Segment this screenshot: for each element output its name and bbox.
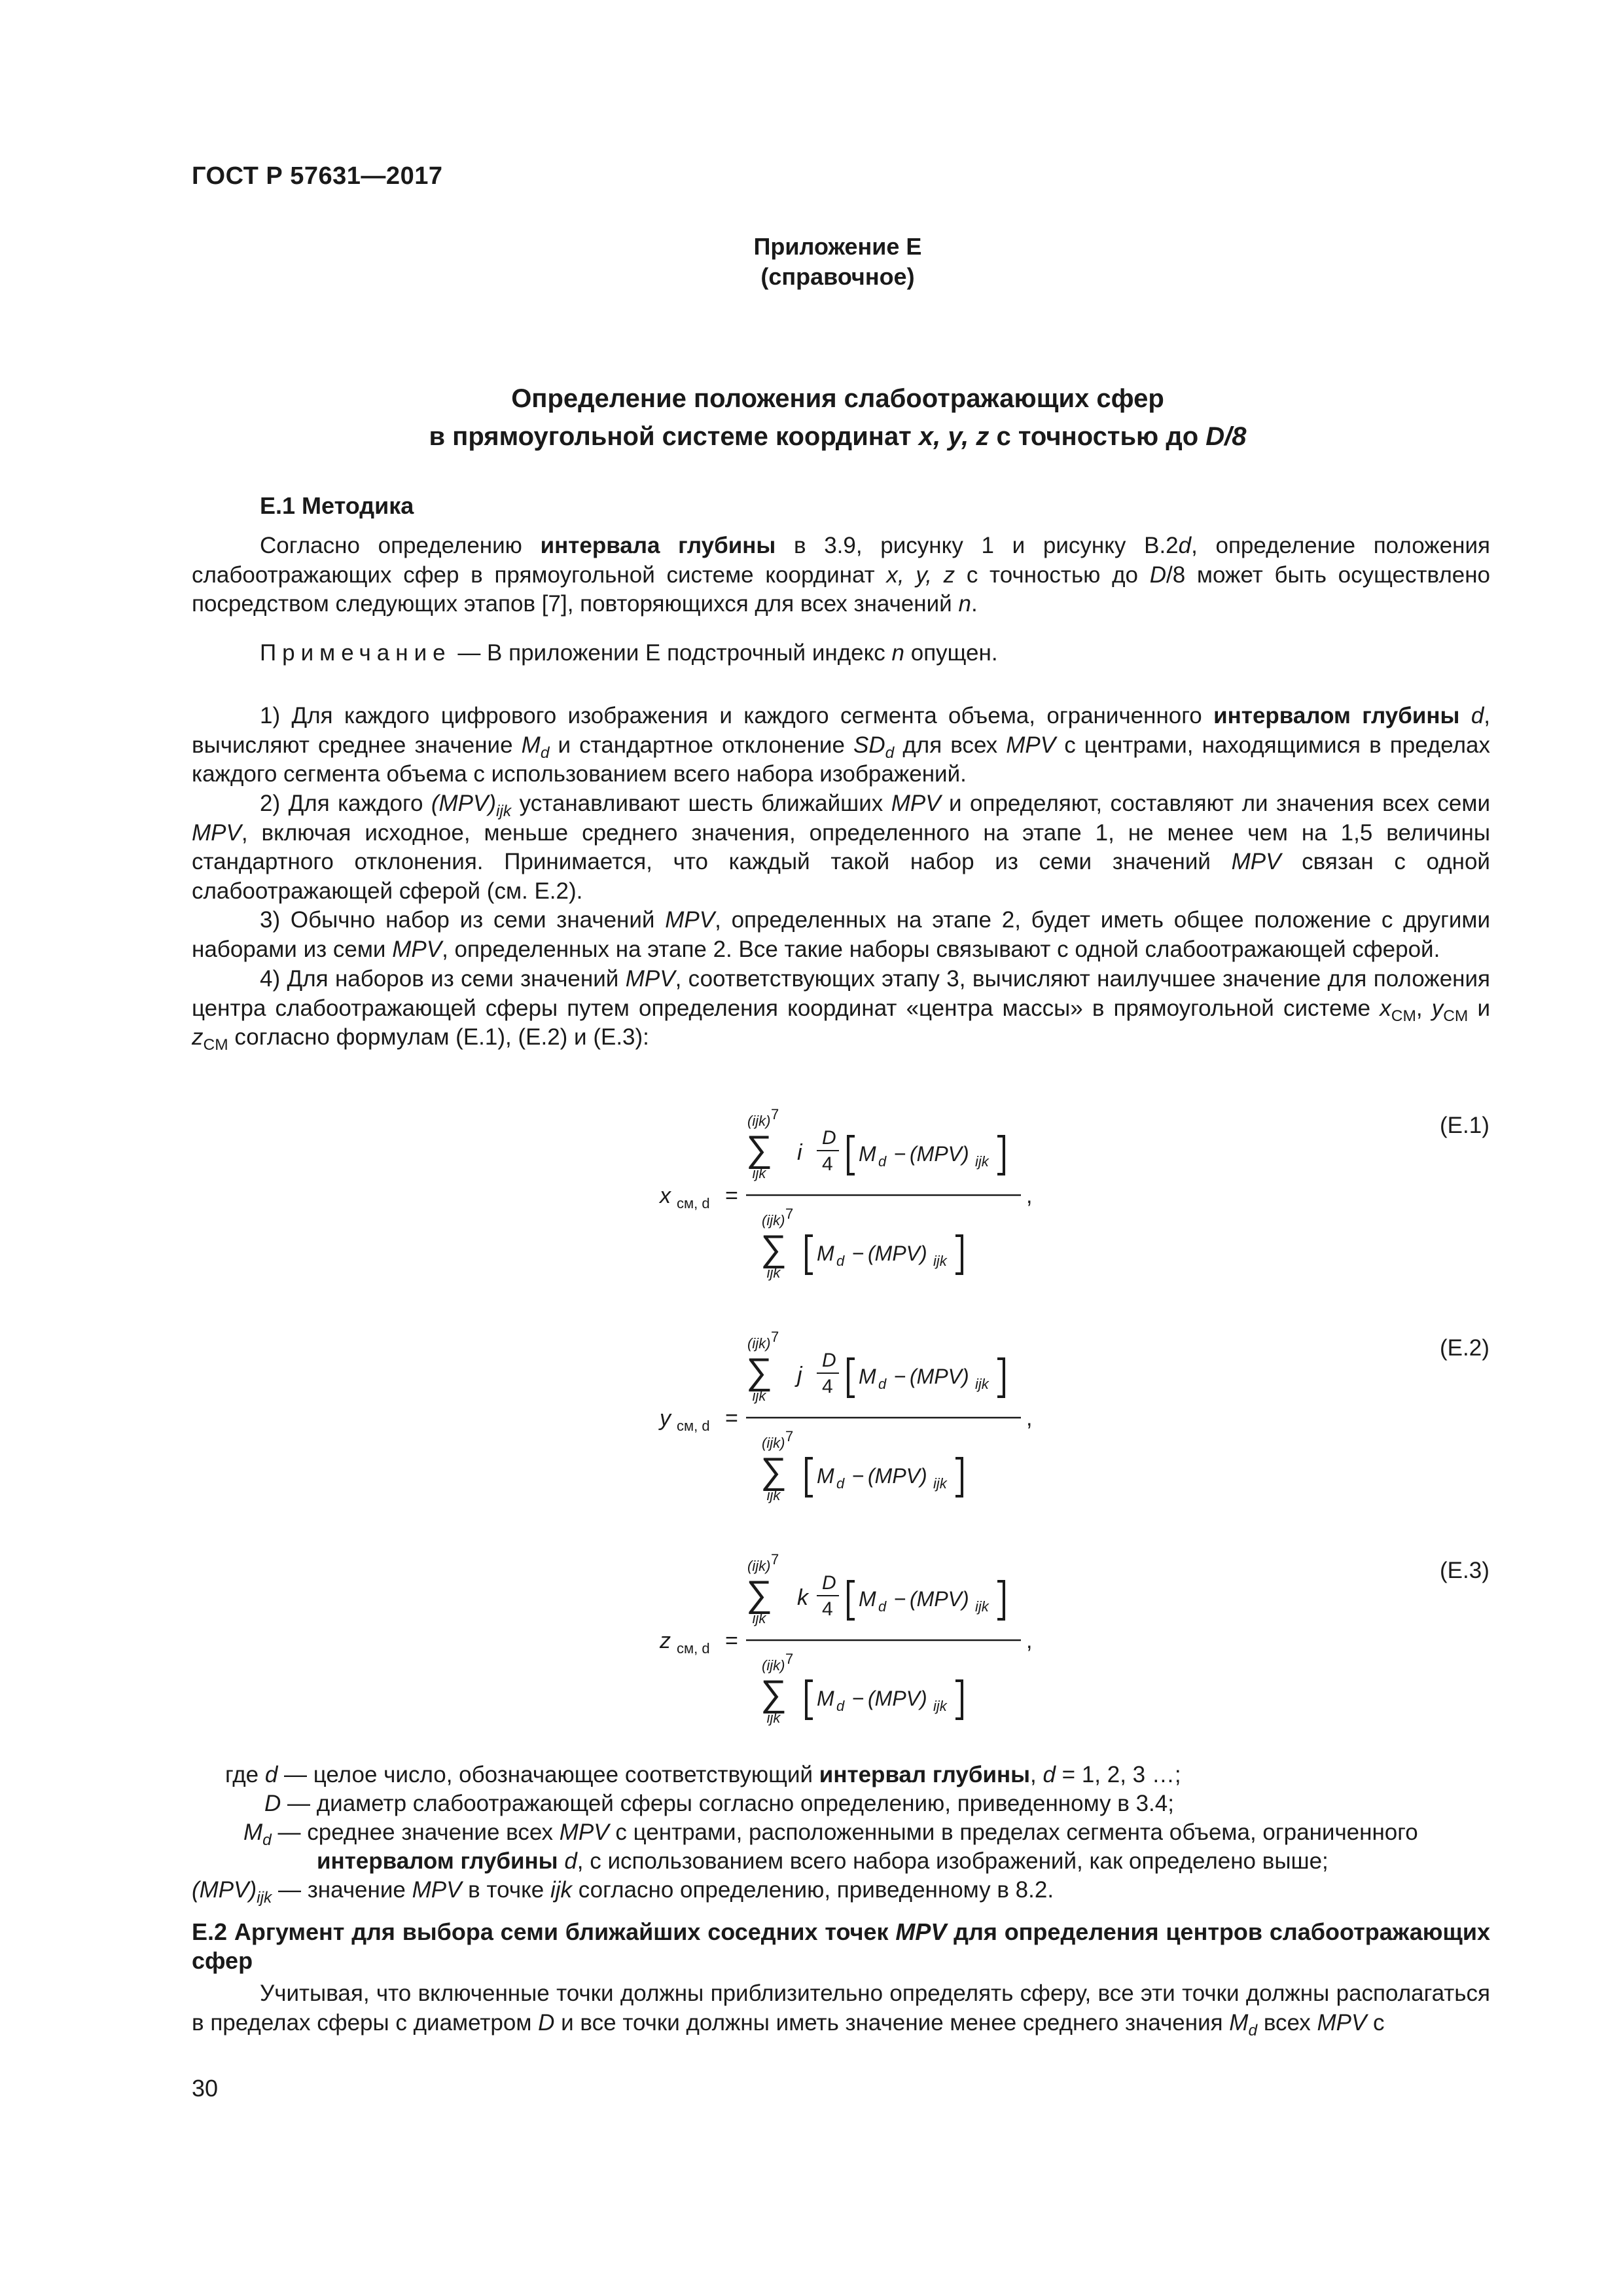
formula-e3 [654, 1545, 1113, 1734]
md-symbol: M [817, 1464, 834, 1488]
md-subscript: d [878, 1598, 887, 1615]
minus-sign: − [852, 1242, 865, 1265]
minus-sign: − [852, 1464, 865, 1488]
summation-sign: ∑ [746, 1573, 772, 1614]
mpv-symbol: (MPV) [910, 1365, 969, 1388]
md-symbol: M [859, 1142, 876, 1166]
equals-sign: = [725, 1406, 738, 1431]
sum-lower-limit: ijk [752, 1610, 766, 1626]
lhs-subscript: см, d [677, 1640, 710, 1657]
bracket-open [806, 1458, 813, 1496]
trailing-comma: , [1026, 1628, 1033, 1653]
standard-number: ГОСТ Р 57631—2017 [192, 162, 443, 190]
md-symbol: M [817, 1242, 834, 1265]
formula-e2-number: (Е.2) [1440, 1335, 1489, 1361]
fraction-denominator: 4 [822, 1376, 833, 1397]
formula-e2-svg [654, 1322, 1113, 1512]
sum-upper-limit: (ijk) [747, 1113, 771, 1129]
def-Md: $M_d$ — среднее значение всех MPV с центрами, расположенными в пределах сегмента объема, ограниченного [243, 1820, 1418, 1849]
index-multiplier: j [797, 1363, 802, 1388]
mpv-symbol: (MPV) [868, 1242, 927, 1265]
bracket-open [848, 1136, 855, 1174]
summation-sign: ∑ [746, 1350, 772, 1391]
main-title [26, 380, 1623, 456]
sum-upper-exponent: 7 [771, 1329, 779, 1345]
mpv-subscript: ijk [933, 1698, 947, 1714]
minus-sign: − [852, 1687, 865, 1710]
fraction-numerator: D [822, 1127, 836, 1149]
mpv-subscript: ijk [975, 1376, 989, 1392]
minus-sign: − [894, 1365, 906, 1388]
summation-sign: ∑ [760, 1450, 787, 1491]
equals-sign: = [725, 1628, 738, 1653]
sum-upper-exponent: 7 [771, 1551, 779, 1568]
mpv-symbol: (MPV) [910, 1142, 969, 1166]
summation-sign: ∑ [760, 1227, 787, 1268]
sum-upper-limit: (ijk) [762, 1657, 785, 1674]
sum-upper-limit: (ijk) [762, 1212, 785, 1229]
minus-sign: − [894, 1142, 906, 1166]
index-multiplier: k [797, 1585, 808, 1610]
sum-upper-exponent: 7 [771, 1106, 779, 1122]
fraction-numerator: D [822, 1350, 836, 1371]
sum-upper-limit: (ijk) [747, 1558, 771, 1574]
main-title-line1: Определение положения слабоотражающих сфер [511, 384, 1164, 413]
md-subscript: d [836, 1253, 845, 1269]
sum-upper-limit: (ijk) [747, 1335, 771, 1352]
mpv-symbol: (MPV) [868, 1687, 927, 1710]
fraction-denominator: 4 [822, 1598, 833, 1620]
md-subscript: d [878, 1376, 887, 1392]
note: Примечание — В приложении Е подстрочный индекс n опущен. [260, 640, 998, 666]
sum-lower-limit: ijk [752, 1388, 766, 1404]
step-2: 2) Для каждого $(MPV)_{ijk}$ устанавливают шесть ближайших MPV и определяют, составляют ли значения всех семи MPV, включая исходное, меньше среднего значения, определенного на этапе 1, не менее чем на 1,5 величины стандартного отклонения. Принимается, что каждый такой набор из семи значений MPV связан с одной слабоотражающей сферой (см. Е.2). [192, 791, 1490, 904]
bracket-open [806, 1236, 813, 1274]
index-multiplier: i [797, 1140, 802, 1165]
summation-sign: ∑ [760, 1672, 787, 1713]
def-MPVijk: $(MPV)_{ijk}$ — значение MPV в точке ijk согласно определению, приведенному в 8.2. [192, 1877, 1054, 1907]
lhs-variable: z [660, 1628, 671, 1653]
lhs-subscript: см, d [677, 1418, 710, 1434]
bracket-close [997, 1136, 1004, 1174]
md-symbol: M [817, 1687, 834, 1710]
mpv-subscript: ijk [933, 1475, 947, 1492]
sum-lower-limit: ijk [752, 1165, 766, 1181]
sum-lower-limit: ijk [766, 1710, 781, 1726]
trailing-comma: , [1026, 1183, 1033, 1208]
minus-sign: − [894, 1587, 906, 1611]
sum-upper-exponent: 7 [785, 1206, 794, 1222]
step-3: 3) Обычно набор из семи значений MPV, определенных на этапе 2, будет иметь общее положение с другими наборами из семи MPV, определенных на этапе 2. Все такие наборы связывают с одной слабоотражающей сферой. [192, 907, 1490, 962]
formula-e1 [654, 1100, 1113, 1289]
sum-lower-limit: ijk [766, 1265, 781, 1281]
sum-lower-limit: ijk [766, 1487, 781, 1503]
def-D: D — диаметр слабоотражающей сферы согласно определению, приведенному в 3.4; [264, 1791, 1174, 1816]
fraction-denominator: 4 [822, 1153, 833, 1175]
equals-sign: = [725, 1183, 738, 1208]
annex-title: Приложение Е [753, 233, 922, 260]
lhs-subscript: см, d [677, 1195, 710, 1211]
formula-e1-number: (Е.1) [1440, 1113, 1489, 1138]
mpv-symbol: (MPV) [868, 1464, 927, 1488]
fraction-numerator: D [822, 1572, 836, 1594]
sum-upper-limit: (ijk) [762, 1435, 785, 1451]
def-d: где d — целое число, обозначающее соответствующий интервал глубины, d = 1, 2, 3 …; [225, 1762, 1181, 1787]
bracket-open [806, 1681, 813, 1719]
def-Md-cont: интервалом глубины d, с использованием всего набора изображений, как определено выше; [317, 1848, 1329, 1874]
mpv-symbol: (MPV) [910, 1587, 969, 1611]
formula-e3-number: (Е.3) [1440, 1558, 1489, 1583]
section-heading-e1: Е.1 Методика [260, 492, 414, 519]
lhs-variable: y [660, 1406, 671, 1431]
formula-e3-svg [654, 1545, 1113, 1734]
section-heading-e2: Е.2 Аргумент для выбора семи ближайших соседних точек MPV для определения центров слабоотражающих сфер [192, 1918, 1490, 1974]
md-symbol: M [859, 1365, 876, 1388]
step-4: 4) Для наборов из семи значений MPV, соответствующих этапу 3, вычисляют наилучшее значение для положения центра слабоотражающей сферы путем определения координат «центра массы» в прямоугольной системе $x_{CM}$, $y_{CM}$ и $z_{CM}$ согласно формулам (Е.1), (Е.2) и (Е.3): [192, 966, 1490, 1054]
trailing-comma: , [1026, 1406, 1033, 1431]
mpv-subscript: ijk [933, 1253, 947, 1269]
bracket-open [848, 1581, 855, 1619]
lhs-variable: x [660, 1183, 671, 1208]
bracket-close [997, 1581, 1004, 1619]
bracket-close [955, 1236, 962, 1274]
bracket-close [997, 1359, 1004, 1397]
summation-sign: ∑ [746, 1128, 772, 1169]
annex-type: (справочное) [760, 263, 915, 290]
main-title-line2: в прямоугольной системе координат x, y, z с точностью до D/8 [429, 422, 1247, 451]
bracket-open [848, 1359, 855, 1397]
md-subscript: d [878, 1153, 887, 1170]
bracket-close [955, 1681, 962, 1719]
page-number: 30 [192, 2075, 219, 2102]
paragraph-method: Согласно определению интервала глубины в 3.9, рисунку 1 и рисунку В.2d, определение положения слабоотражающих сфер в прямоугольной системе координат x, y, z с точностью до D/8 может быть осуществлено посредством следующих этапов [7], повторяющихся для всех значений n. [192, 533, 1490, 617]
md-subscript: d [836, 1698, 845, 1714]
mpv-subscript: ijk [975, 1153, 989, 1170]
md-subscript: d [836, 1475, 845, 1492]
md-symbol: M [859, 1587, 876, 1611]
formula-e1-svg [654, 1100, 1113, 1289]
step-1: 1) Для каждого цифрового изображения и каждого сегмента объема, ограниченного интервалом глубины d, вычисляют среднее значение $M_d$ и стандартное отклонение $SD_d$ для всех MPV с центрами, находящимися в пределах каждого сегмента объема с использованием всего набора изображений. [192, 703, 1491, 787]
sum-upper-exponent: 7 [785, 1651, 794, 1667]
paragraph-argument: Учитывая, что включенные точки должны приблизительно определять сферу, все эти точки должны располагаться в пределах сферы с диаметром D и все точки должны иметь значение менее среднего значения $M_d$ всех MPV с [192, 1981, 1490, 2039]
formula-e2 [654, 1322, 1113, 1512]
bracket-close [955, 1458, 962, 1496]
sum-upper-exponent: 7 [785, 1428, 794, 1444]
mpv-subscript: ijk [975, 1598, 989, 1615]
